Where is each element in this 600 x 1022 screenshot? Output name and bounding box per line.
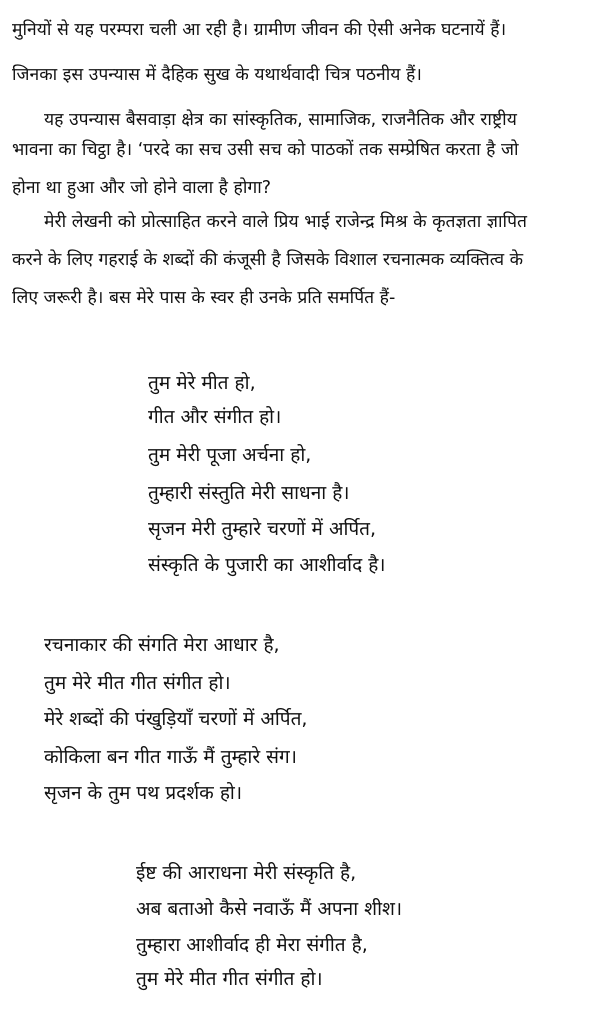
- prose-line: लिए जरूरी है। बस मेरे पास के स्वर ही उनके प्रति समर्पित हैं-: [12, 288, 396, 308]
- poem-line: तुम्हारा आशीर्वाद ही मेरा संगीत है,: [136, 934, 368, 956]
- poem-line: ईष्ट की आराधना मेरी संस्कृति है,: [136, 862, 357, 884]
- poem-line: अब बताओ कैसे नवाऊँ मैं अपना शीश।: [136, 898, 403, 920]
- poem-line: तुम मेरे मीत हो,: [148, 372, 256, 394]
- poem-line: तुम मेरे मीत गीत संगीत हो।: [44, 672, 231, 694]
- prose-line: होना था हुआ और जो होने वाला है होगा?: [12, 178, 272, 198]
- prose-line: मेरी लेखनी को प्रोत्साहित करने वाले प्रिय भाई राजेन्द्र मिश्र के कृतज्ञता ज्ञापित: [44, 212, 528, 232]
- poem-line: कोकिला बन गीत गाऊँ मैं तुम्हारे संग।: [44, 746, 297, 768]
- prose-line: करने के लिए गहराई के शब्दों की कंजूसी है जिसके विशाल रचनात्मक व्यक्तित्व के: [12, 250, 524, 270]
- poem-line: मेरे शब्दों की पंखुड़ियाँ चरणों में अर्पित,: [44, 708, 308, 730]
- poem-line: सृजन के तुम पथ प्रदर्शक हो।: [44, 782, 243, 804]
- poem-line: गीत और संगीत हो।: [148, 406, 282, 428]
- poem-line: तुम मेरी पूजा अर्चना हो,: [148, 444, 312, 466]
- prose-line: मुनियों से यह परम्परा चली आ रही है। ग्रामीण जीवन की ऐसी अनेक घटनायें हैं।: [12, 20, 507, 40]
- prose-line: यह उपन्यास बैसवाड़ा क्षेत्र का सांस्कृतिक, सामाजिक, राजनैतिक और राष्ट्रीय: [44, 110, 517, 130]
- poem-line: सृजन मेरी तुम्हारे चरणों में अर्पित,: [148, 518, 377, 540]
- poem-line: संस्कृति के पुजारी का आशीर्वाद है।: [148, 554, 386, 576]
- poem-line: तुम्हारी संस्तुति मेरी साधना है।: [148, 482, 350, 504]
- poem-line: रचनाकार की संगति मेरा आधार है,: [44, 634, 280, 656]
- prose-line: भावना का चिट्ठा है। ‘परदे का सच उसी सच को पाठकों तक सम्प्रेषित करता है जो: [12, 140, 519, 160]
- prose-line: जिनका इस उपन्यास में दैहिक सुख के यथार्थवादी चित्र पठनीय हैं।: [12, 65, 422, 85]
- poem-line: तुम मेरे मीत गीत संगीत हो।: [136, 968, 323, 990]
